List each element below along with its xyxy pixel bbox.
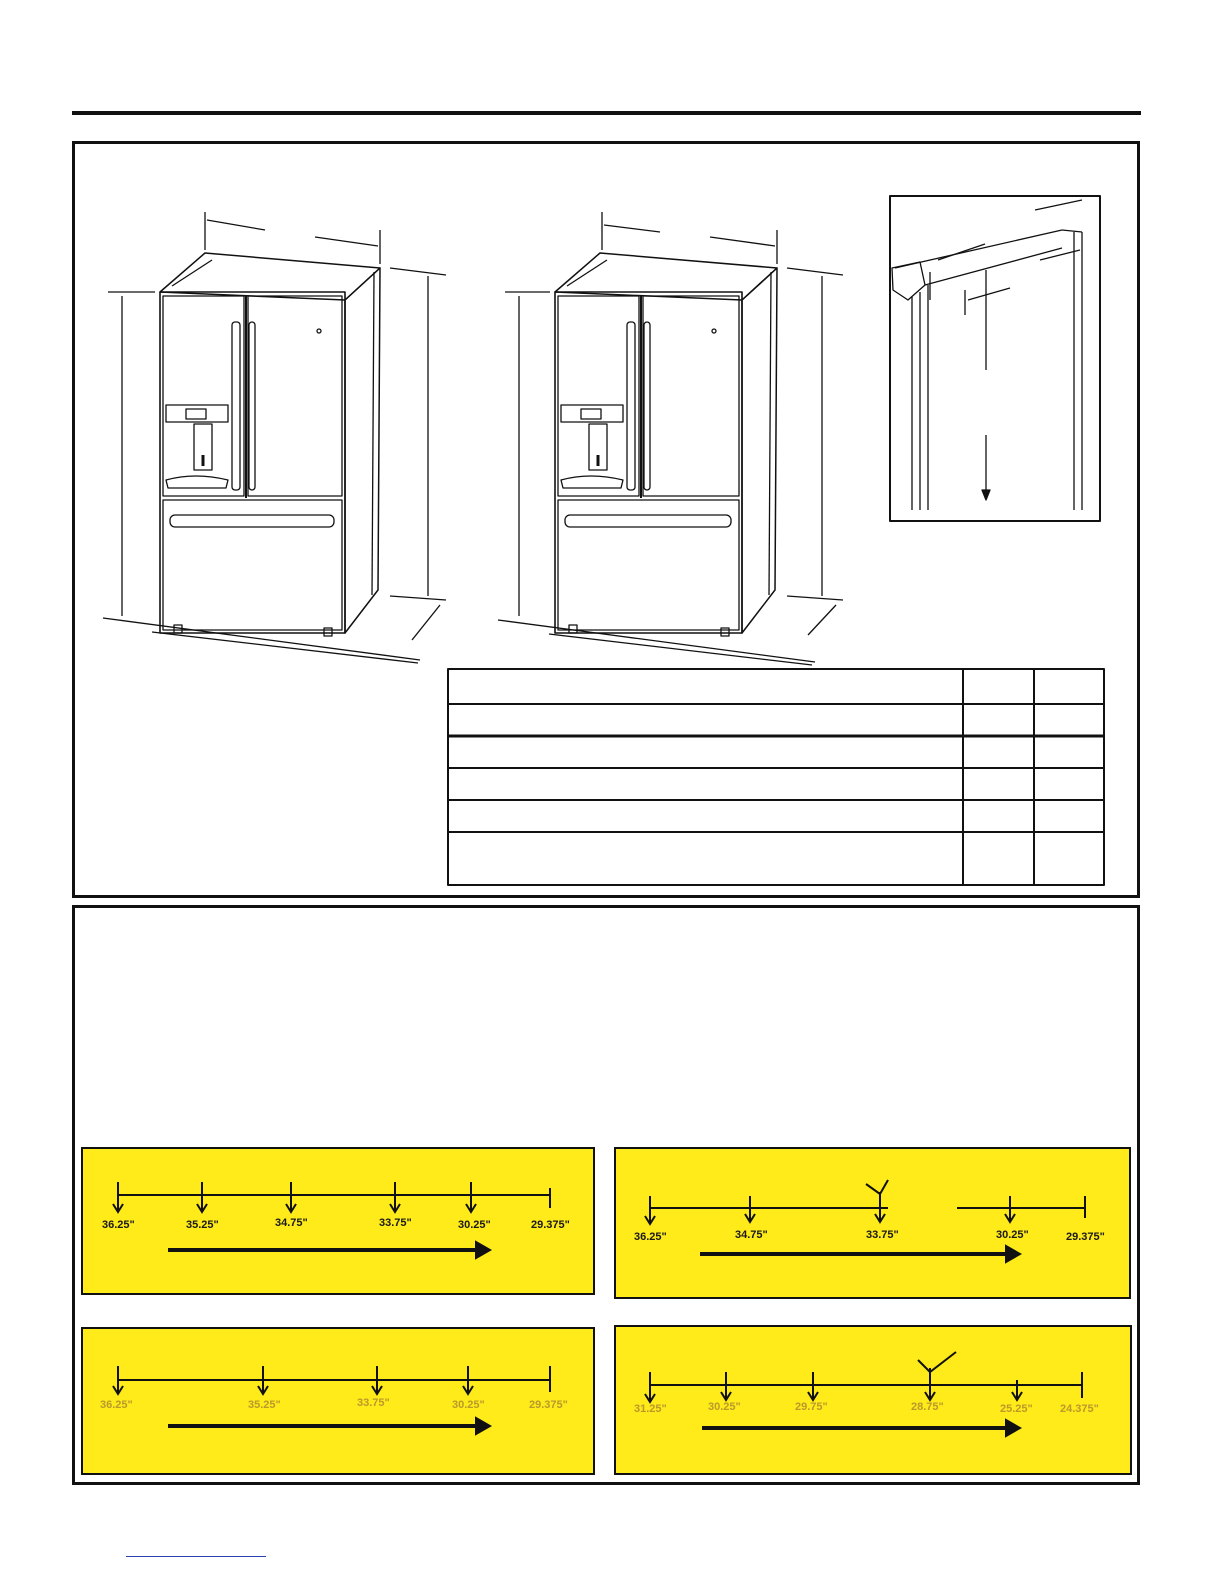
scale-1-label-3: 33.75" bbox=[379, 1217, 412, 1229]
scale-1-label-2: 34.75" bbox=[275, 1217, 308, 1229]
scale-3-label-1: 35.25" bbox=[248, 1399, 281, 1411]
scale-3-label-2: 33.75" bbox=[357, 1397, 390, 1409]
spec-table bbox=[448, 669, 1104, 885]
scale-3-label-4: 29.375" bbox=[529, 1399, 568, 1411]
scale-4-label-5: 24.375" bbox=[1060, 1403, 1099, 1415]
scale-4-label-3: 28.75" bbox=[911, 1401, 944, 1413]
scale-4-label-0: 31.25" bbox=[634, 1403, 667, 1415]
scale-panel-3 bbox=[82, 1328, 594, 1474]
scale-panel-2 bbox=[615, 1148, 1130, 1298]
scale-2-label-4: 29.375" bbox=[1066, 1231, 1105, 1243]
scale-2-label-0: 36.25" bbox=[634, 1231, 667, 1243]
scale-1-label-4: 30.25" bbox=[458, 1219, 491, 1231]
clearance-scales bbox=[0, 1140, 1224, 1485]
scale-3-label-0: 36.25" bbox=[100, 1399, 133, 1411]
scale-2-label-3: 30.25" bbox=[996, 1229, 1029, 1241]
footer-link-underline[interactable] bbox=[126, 1556, 266, 1557]
scale-2-label-1: 34.75" bbox=[735, 1229, 768, 1241]
scale-1-label-0: 36.25" bbox=[102, 1219, 135, 1231]
scale-4-label-2: 29.75" bbox=[795, 1401, 828, 1413]
scale-3-label-3: 30.25" bbox=[452, 1399, 485, 1411]
scale-2-label-2: 33.75" bbox=[866, 1229, 899, 1241]
refrigerator-drawing-left bbox=[103, 212, 446, 663]
scale-panel-4 bbox=[615, 1326, 1131, 1474]
scale-1-label-5: 29.375" bbox=[531, 1219, 570, 1231]
door-clearance-detail bbox=[890, 196, 1100, 521]
scale-1-label-1: 35.25" bbox=[186, 1219, 219, 1231]
scale-4-label-4: 25.25" bbox=[1000, 1403, 1033, 1415]
scale-panel-1 bbox=[82, 1148, 594, 1294]
refrigerator-drawing-right bbox=[498, 212, 843, 665]
scale-4-label-1: 30.25" bbox=[708, 1401, 741, 1413]
